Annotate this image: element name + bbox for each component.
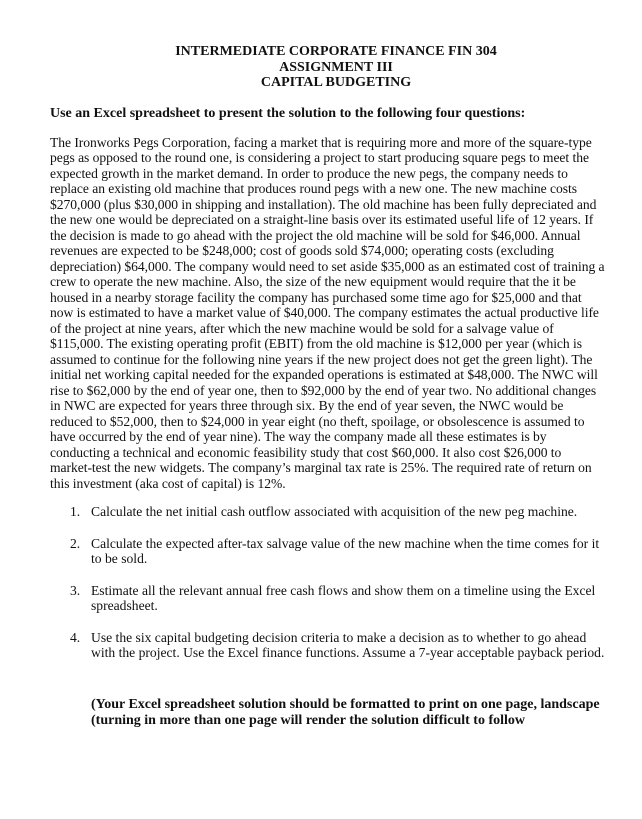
question-list [50, 504, 606, 661]
question-item [50, 536, 606, 567]
question-number: 3. [70, 582, 81, 598]
question-number: 2. [70, 535, 81, 551]
formatting-note: (Your Excel spreadsheet solution should be formatted to print on one page, landscape (turning in more than one page will render the solution difficult to follow [91, 696, 600, 728]
case-paragraph: The Ironworks Pegs Corporation, facing a market that is requiring more and more of the square-type pegs as opposed to the round one, is considering a project to start producing square pegs to meet the expected growth in the market demand. In order to produce the new pegs, the company needs to replace an existing old machine that produces round pegs with a new one. The new machine costs $270,000 (plus $30,000 in shipping and installation). The old machine has been fully depreciated and the new one would be depreciated on a straight-line basis over its estimated useful life of 12 years. If the decision is made to go ahead with the project the old machine will be sold for $46,000. Annual revenues are expected to be $248,000; cost of goods sold $74,000; operating costs (excluding depreciation) $64,000. The company would need to set aside $35,000 as an estimated cost of training a crew to operate the new machine. Also, the size of the new equipment would require that the it be housed in a nearby storage facility the company has purchased some time ago for $25,000 and that now is estimated to have a market value of $40,000. The company estimates the actual productive life of the project at nine years, after which the new machine would be sold for a salvage value of $115,000. The existing operating profit (EBIT) from the old machine is $12,000 per year (which is assumed to continue for the following nine years if the new project does not get the green light). The initial net working capital needed for the expanded operations is estimated at $48,000. The NWC will rise to $62,000 by the end of year one, then to $92,000 by the end of year two. No additional changes in NWC are expected for years three through six. By the end of year seven, the NWC would be reduced to $52,000, then to $24,000 in year eight (no theft, spoilage, or obsolescence is assumed to have occurred by the end of year nine). The way the company made all these estimates is by conducting a technical and economic feasibility study that cost $60,000. It also cost $26,000 to market-test the new widgets. The company’s marginal tax rate is 25%. The required rate of return on this investment (aka cost of capital) is 12%. [50, 134, 605, 491]
topic-title: CAPITAL BUDGETING [260, 75, 412, 90]
question-text: Calculate the net initial cash outflow associated with acquisition of the new peg machine. [91, 504, 578, 519]
question-number: 1. [70, 504, 81, 519]
question-item [50, 583, 606, 614]
instruction-text: Use an Excel spreadsheet to present the solution to the following four questions: [50, 105, 526, 121]
question-item [50, 504, 606, 520]
question-number: 4. [70, 629, 81, 645]
document-page [50, 44, 606, 729]
question-text: Estimate all the relevant annual free cash flows and show them on a timeline using the Excel spreadsheet. [91, 582, 596, 613]
question-text: Calculate the expected after-tax salvage value of the new machine when the time comes for it to be sold. [91, 535, 600, 566]
question-item [50, 630, 606, 661]
question-text: Use the six capital budgeting decision criteria to make a decision as to whether to go ahead with the project. Use the Excel finance functions. Assume a 7-year acceptable payback period. [91, 629, 605, 660]
title-block [66, 44, 606, 91]
assignment-title: ASSIGNMENT III [279, 59, 393, 75]
course-title: INTERMEDIATE CORPORATE FINANCE FIN 304 [175, 44, 497, 59]
